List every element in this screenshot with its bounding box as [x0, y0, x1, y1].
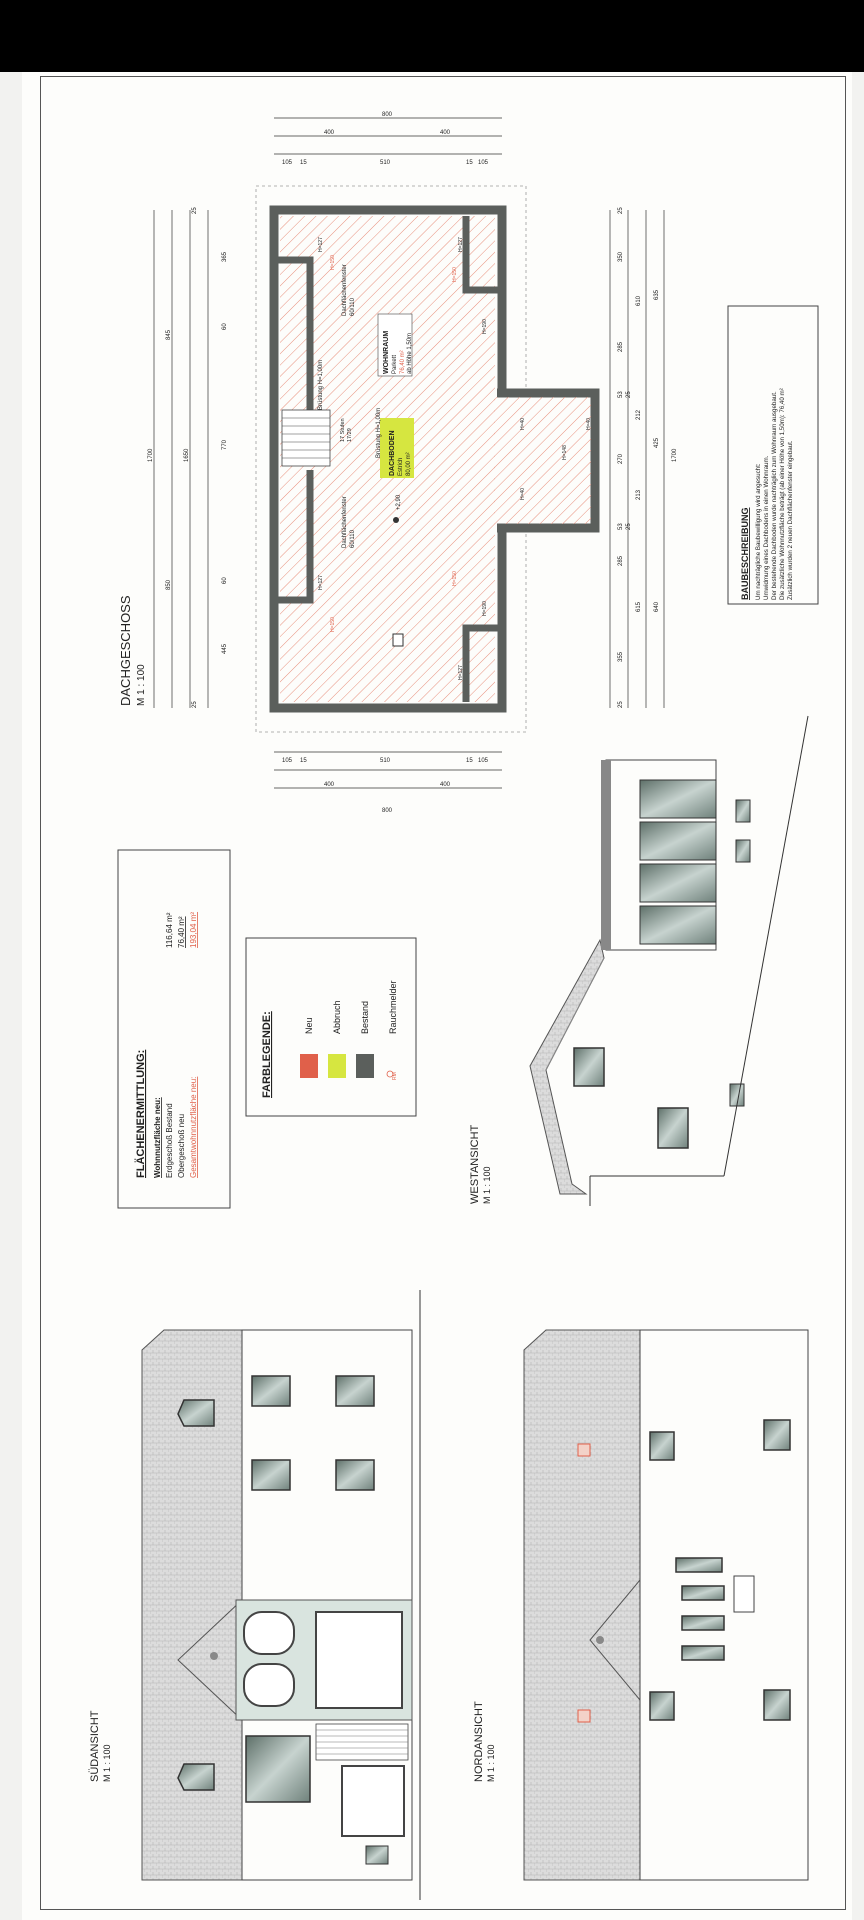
height-h190a: H=190 [482, 319, 488, 334]
legend-swatch-abbruch [328, 1054, 346, 1078]
west-scale: M 1 : 100 [482, 1166, 492, 1204]
sued-dormer-a [178, 1400, 214, 1426]
sued-title: SÜDANSICHT [89, 1710, 101, 1782]
dim-right-f: 105 [478, 160, 489, 166]
dim-bottom-a: 610 [636, 295, 642, 306]
room-dachboden-line1: Estrich [398, 457, 404, 476]
dim-top-a: 845 [166, 329, 172, 340]
dim-left-e: 15 [300, 758, 307, 764]
nordansicht-drawing [473, 1330, 808, 1880]
west-title: WESTANSICHT [469, 1124, 481, 1204]
height-h40c: H=40 [586, 417, 592, 430]
nord-window-5 [682, 1616, 724, 1630]
west-window-a [574, 1048, 604, 1086]
west-small-window-c [736, 840, 750, 862]
stair-label-2: 17/29 [347, 428, 353, 442]
nord-title: NORDANSICHT [473, 1701, 485, 1782]
dim-right-b: 400 [440, 130, 451, 136]
height-h40a: H=40 [520, 417, 526, 430]
dim-left-g: 15 [466, 758, 473, 764]
dim-bottom-l: 355 [618, 651, 624, 662]
baubeschreibung-box [728, 306, 818, 604]
dim-right-total: 800 [382, 112, 393, 118]
dim-bottom-p: 25 [626, 391, 632, 398]
dim-top-total: 1700 [148, 448, 154, 462]
height-h150b: H=150 [330, 617, 336, 632]
height-h127c: H=127 [458, 237, 464, 252]
dim-bottom-j: 285 [618, 555, 624, 566]
baubeschreibung-line-2: Der bestehende Dachboden wurde nachträglich zum Wohnraum ausgebaut. [771, 391, 778, 600]
room-dachboden-line2: 80,00 m² [406, 452, 412, 476]
window-left-name: Dachflächenfenster [342, 496, 348, 548]
room-wohnraum-line1: Parkett [392, 354, 398, 374]
height-h40b: H=40 [520, 487, 526, 500]
sued-window-1 [252, 1376, 290, 1406]
dim-top-g: 60 [222, 577, 228, 584]
farblegende-box [246, 938, 416, 1116]
dim-right-e: 15 [300, 160, 307, 166]
sued-scale: M 1 : 100 [102, 1744, 112, 1782]
nord-door [734, 1576, 754, 1612]
legend-rm-symbol: RM [392, 1072, 398, 1080]
dachgeschoss-scale: M 1 : 100 [136, 664, 147, 706]
dim-left-b: 400 [440, 782, 451, 788]
flaechen-row-1-label: Obergeschoß neu [177, 1113, 186, 1178]
room-dachboden-name: DACHBODEN [389, 430, 396, 476]
dim-right-d: 105 [282, 160, 293, 166]
dim-bottom-h: 270 [618, 453, 624, 464]
dim-right-c: 510 [380, 160, 391, 166]
bruestung-right: Brüstung H=1,00m [318, 359, 324, 410]
flaechenermittlung-box [118, 850, 230, 1208]
nord-rm-marker-a [578, 1444, 590, 1456]
dim-right-g: 15 [466, 160, 473, 166]
window-right-size: 60/110 [350, 298, 356, 316]
height-h150a: H=150 [330, 255, 336, 270]
height-h150c: H=150 [452, 267, 458, 282]
nord-window-6 [682, 1646, 724, 1660]
dim-top-c: 1650 [184, 448, 190, 462]
legend-label-rauchmelder: Rauchmelder [388, 980, 398, 1034]
height-h127a: H=127 [318, 575, 324, 590]
dim-left-d: 105 [282, 758, 293, 764]
sued-window-4 [336, 1460, 374, 1490]
height-h190b: H=190 [482, 601, 488, 616]
nord-window-1 [650, 1432, 674, 1460]
suedansicht-drawing [89, 1330, 412, 1880]
bruestung-left: Brüstung H=1,00m [376, 407, 382, 458]
chimney [393, 634, 403, 646]
sued-dormer-b [178, 1764, 214, 1790]
legend-swatch-neu [300, 1054, 318, 1078]
nord-window-8 [764, 1420, 790, 1450]
legend-label-neu: Neu [304, 1017, 314, 1034]
level-marker: +2,90 [396, 494, 402, 510]
height-h150d: H=150 [452, 571, 458, 586]
room-wohnraum-line3: ab Höhe 1,50m [407, 332, 413, 374]
flaechen-total-label: Gesamtwohnnutzfläche neu: [189, 1076, 198, 1178]
dim-top-b: 850 [166, 579, 172, 590]
sued-garden-window [342, 1766, 404, 1836]
dim-bottom-c: 350 [618, 251, 624, 262]
sued-arch-window-a [244, 1612, 294, 1654]
flaechen-total-value: 193,04 m² [189, 911, 198, 948]
dim-bottom-n: 25 [618, 701, 624, 708]
sued-small-window [366, 1846, 388, 1864]
window-right-name: Dachflächenfenster [342, 264, 348, 316]
legend-rauchmelder-icon [387, 1071, 398, 1080]
flaechen-title: FLÄCHENERMITTLUNG: [135, 1049, 147, 1178]
nord-scale: M 1 : 100 [486, 1744, 496, 1782]
dim-bottom-o: 53 [618, 391, 624, 398]
dim-left-total: 800 [382, 808, 393, 814]
nord-window-4 [682, 1586, 724, 1600]
dim-top-d: 365 [222, 251, 228, 262]
dim-bottom-total: 1700 [672, 448, 678, 462]
baubeschreibung-line-3: Die zusätzliche Wohnnutzfläche beträgt (ab einer Höhe von 1,50m): 76,40 m² [779, 388, 786, 600]
window-left-size: 60/110 [350, 530, 356, 548]
sued-window-2 [252, 1460, 290, 1490]
west-window-b [658, 1108, 688, 1148]
stair-label: 17 Stufen [340, 418, 346, 442]
sued-arch-window-b [244, 1664, 294, 1706]
dim-left-a: 400 [324, 782, 335, 788]
sued-window-3 [336, 1376, 374, 1406]
legende-title: FARBLEGENDE: [261, 1011, 273, 1098]
dim-top-f: 770 [222, 439, 228, 450]
baubeschreibung-line-4: Zusätzlich wurden 2 neuen Dachflächenfenster eingebaut. [787, 440, 794, 600]
dim-bottom-q: 25 [626, 523, 632, 530]
room-wohnraum-name: WOHNRAUM [383, 330, 390, 374]
west-small-window-b [736, 800, 750, 822]
dim-bottom-m: 25 [618, 207, 624, 214]
height-h127d: H=127 [458, 665, 464, 680]
room-wohnraum-line2: 76,40 m² [400, 350, 406, 374]
legend-swatch-bestand [356, 1054, 374, 1078]
dim-left-f: 105 [478, 758, 489, 764]
baubeschreibung-line-0: Um nachträgliche Baubewilligung wird angesucht: [755, 463, 762, 600]
nord-window-3 [676, 1558, 722, 1572]
nord-window-2 [650, 1692, 674, 1720]
flaechen-row-0-value: 116,64 m² [165, 912, 174, 948]
dim-right-a: 400 [324, 130, 335, 136]
floor-plan-dachgeschoss [118, 112, 678, 814]
dim-bottom-i: 213 [636, 489, 642, 500]
level-marker-icon [393, 517, 399, 523]
legend-label-abbruch: Abbruch [332, 1000, 342, 1034]
baubeschreibung-title: BAUBESCHREIBUNG [740, 507, 750, 600]
dim-bottom-k: 640 [654, 601, 660, 612]
height-h127b: H=127 [318, 237, 324, 252]
dim-bottom-d: 635 [654, 289, 660, 300]
dim-bottom-g: 425 [654, 437, 660, 448]
flaechen-row-0-label: Erdgeschoß Bestand [165, 1103, 174, 1178]
nord-window-7 [764, 1690, 790, 1720]
dim-bottom-e: 285 [618, 341, 624, 352]
sued-arch-door [316, 1612, 402, 1708]
nord-rm-marker-b [578, 1710, 590, 1722]
legend-label-bestand: Bestand [360, 1000, 370, 1034]
dim-bottom-b: 615 [636, 601, 642, 612]
dim-top-i: 25 [192, 207, 198, 214]
dim-bottom-f: 212 [636, 409, 642, 420]
flaechen-row-1-value: 76,40 m² [177, 916, 186, 948]
baubeschreibung-line-1: Umwidmung eines Dachbodens in einen Wohnraum. [763, 455, 770, 600]
dim-left-c: 510 [380, 758, 391, 764]
flaechen-header: Wohnnutzfläche neu: [153, 1097, 162, 1178]
height-h148: H=148 [562, 445, 568, 460]
dim-top-j: 25 [192, 701, 198, 708]
dim-bottom-r: 53 [618, 523, 624, 530]
dim-top-e: 60 [222, 323, 228, 330]
sued-porch [246, 1736, 310, 1802]
westansicht-drawing [469, 716, 808, 1206]
dim-top-h: 445 [222, 643, 228, 654]
dachgeschoss-title: DACHGESCHOSS [118, 595, 133, 706]
staircase [282, 410, 330, 466]
